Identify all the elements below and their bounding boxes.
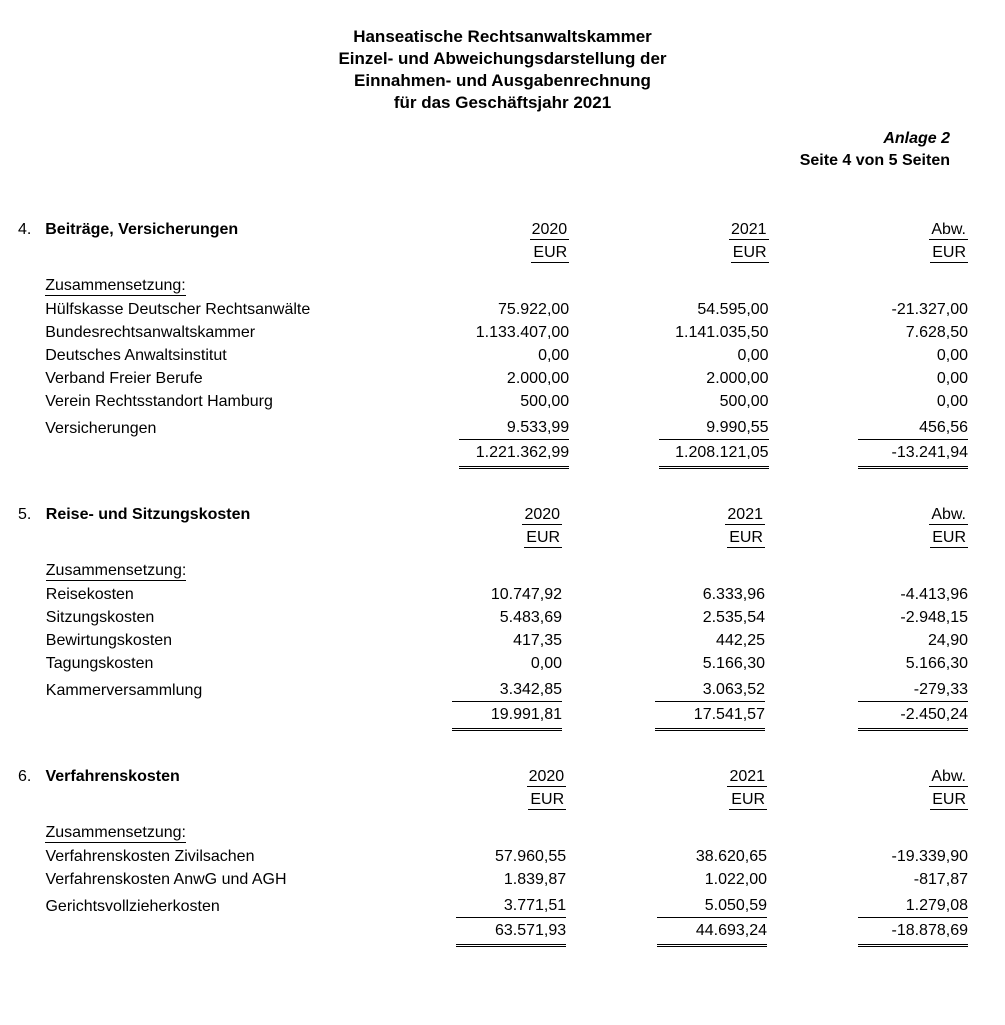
spacer <box>45 241 411 268</box>
currency-header-2021: EUR <box>731 791 766 808</box>
row-label: Reisekosten <box>45 586 134 603</box>
row-value-2021: 2.000,00 <box>706 370 769 387</box>
section-table <box>18 765 968 947</box>
row-value-2020: 10.747,92 <box>490 586 563 603</box>
total-value-2021: 44.693,24 <box>608 918 767 947</box>
header-line-1: Hanseatische Rechtsanwaltskammer <box>353 27 652 46</box>
table-row <box>18 675 968 702</box>
row-value-abw: 0,00 <box>936 347 968 364</box>
row-label: Verfahrenskosten AnwG und AGH <box>45 871 287 888</box>
spacer <box>411 268 569 298</box>
composition-row <box>18 553 968 583</box>
row-value-abw: 1.279,08 <box>809 891 968 918</box>
row-value-2020: 75.922,00 <box>498 301 570 318</box>
spacer <box>769 218 810 241</box>
row-value-abw: 0,00 <box>936 370 968 387</box>
spacer <box>810 268 968 298</box>
row-label: Bewirtungskosten <box>45 632 173 649</box>
table-header-row-year <box>18 503 968 526</box>
column-header-2021: 2021 <box>730 221 767 238</box>
composition-label: Zusammensetzung: <box>45 277 186 294</box>
page-number-label: Seite 4 von 5 Seiten <box>799 152 950 169</box>
spacer <box>569 218 610 241</box>
table-total-row <box>18 918 968 947</box>
currency-header-abw: EUR <box>932 529 966 546</box>
section-reise-und-sitzungskosten <box>0 503 1005 731</box>
row-value-abw: -279,33 <box>808 675 968 702</box>
table-row <box>18 321 968 344</box>
row-label: Sitzungskosten <box>45 609 155 626</box>
column-header-2021: 2021 <box>727 506 763 523</box>
annex-label: Anlage 2 <box>883 130 950 147</box>
row-label: Bundesrechtsanwaltskammer <box>45 324 256 341</box>
row-value-2021: 54.595,00 <box>697 301 769 318</box>
composition-row <box>18 268 968 298</box>
row-value-abw: -21.327,00 <box>891 301 968 318</box>
table-row <box>18 629 968 652</box>
table-row <box>18 606 968 629</box>
row-value-2020: 1.839,87 <box>503 871 567 888</box>
row-label: Versicherungen <box>45 420 157 437</box>
row-value-2021: 442,25 <box>716 632 765 649</box>
row-value-2020: 500,00 <box>520 393 570 410</box>
row-value-abw: -19.339,90 <box>891 848 968 865</box>
row-label: Gerichtsvollzieherkosten <box>45 898 220 915</box>
section-title: Verfahrenskosten <box>45 768 180 785</box>
row-label: Verband Freier Berufe <box>45 370 203 387</box>
total-value-abw: -2.450,24 <box>808 702 968 731</box>
header-line-2: Einzel- und Abweichungsdarstellung der <box>338 49 667 68</box>
row-value-abw: -2.948,15 <box>900 609 968 626</box>
section-index: 6. <box>18 768 32 785</box>
currency-header-2020: EUR <box>530 791 565 808</box>
row-label: Kammerversammlung <box>45 682 203 699</box>
section-index: 5. <box>18 506 32 523</box>
column-header-2021: 2021 <box>729 768 766 785</box>
row-value-abw: -817,87 <box>913 871 968 888</box>
row-value-2020: 3.771,51 <box>407 891 566 918</box>
header-line-4: für das Geschäftsjahr 2021 <box>393 93 612 112</box>
column-header-abw: Abw. <box>931 506 966 523</box>
section-table <box>18 503 968 731</box>
total-value-abw: -13.241,94 <box>810 440 968 469</box>
row-value-2021: 2.535,54 <box>702 609 765 626</box>
spacer <box>569 241 610 268</box>
currency-header-2021: EUR <box>732 244 767 261</box>
currency-header-2020: EUR <box>526 529 561 546</box>
table-row <box>18 891 968 918</box>
total-value-2020: 19.991,81 <box>402 702 562 731</box>
composition-label: Zusammensetzung: <box>45 824 186 841</box>
table-header-row-year <box>18 765 968 788</box>
total-value-2020: 1.221.362,99 <box>411 440 569 469</box>
table-row <box>18 390 968 413</box>
row-value-2020: 2.000,00 <box>506 370 570 387</box>
row-value-2020: 0,00 <box>538 347 570 364</box>
row-value-2021: 3.063,52 <box>605 675 765 702</box>
table-row <box>18 583 968 606</box>
row-value-abw: -4.413,96 <box>900 586 968 603</box>
section-table <box>18 218 968 469</box>
row-label: Verfahrenskosten Zivilsachen <box>45 848 255 865</box>
table-total-row <box>18 702 968 731</box>
row-label: Hülfskasse Deutscher Rechtsanwälte <box>45 301 311 318</box>
row-value-2020: 417,35 <box>513 632 563 649</box>
total-value-abw: -18.878,69 <box>809 918 968 947</box>
row-value-2021: 38.620,65 <box>695 848 768 865</box>
row-value-2020: 9.533,99 <box>411 413 569 440</box>
row-label: Verein Rechtsstandort Hamburg <box>45 393 273 410</box>
total-value-2020: 63.571,93 <box>407 918 566 947</box>
row-value-2020: 3.342,85 <box>402 675 562 702</box>
section-title: Beiträge, Versicherungen <box>45 221 239 238</box>
table-header-row-currency <box>18 788 968 815</box>
table-total-row <box>18 440 968 469</box>
row-value-2021: 5.166,30 <box>702 655 765 672</box>
column-header-2020: 2020 <box>528 768 565 785</box>
table-header-row-currency <box>18 241 968 268</box>
header-line-3: Einnahmen- und Ausgabenrechnung <box>354 71 651 90</box>
column-header-2020: 2020 <box>531 221 568 238</box>
row-value-2021: 1.022,00 <box>704 871 768 888</box>
table-row <box>18 652 968 675</box>
section-verfahrenskosten <box>0 765 1005 947</box>
table-header-row-currency <box>18 526 968 553</box>
table-row <box>18 367 968 390</box>
row-value-abw: 5.166,30 <box>905 655 968 672</box>
row-value-abw: 0,00 <box>936 393 968 410</box>
row-label: Deutsches Anwaltsinstitut <box>45 347 227 364</box>
spacer <box>769 241 810 268</box>
table-header-row-year <box>18 218 968 241</box>
row-value-2021: 6.333,96 <box>702 586 765 603</box>
table-row <box>18 868 968 891</box>
row-value-2020: 57.960,55 <box>494 848 567 865</box>
row-value-2021: 500,00 <box>719 393 769 410</box>
composition-label: Zusammensetzung: <box>45 562 187 579</box>
row-value-2020: 1.133.407,00 <box>475 324 570 341</box>
row-value-abw: 24,90 <box>927 632 968 649</box>
row-value-2020: 5.483,69 <box>499 609 563 626</box>
spacer <box>610 268 768 298</box>
document-header <box>0 0 1005 114</box>
spacer <box>569 268 610 298</box>
currency-header-2021: EUR <box>729 529 763 546</box>
row-value-2021: 9.990,55 <box>610 413 768 440</box>
row-value-abw: 456,56 <box>810 413 968 440</box>
table-row <box>18 845 968 868</box>
column-header-abw: Abw. <box>931 221 966 238</box>
row-value-2021: 0,00 <box>737 347 769 364</box>
row-value-2021: 1.141.035,50 <box>675 324 769 341</box>
total-value-2021: 1.208.121,05 <box>610 440 768 469</box>
spacer <box>18 268 45 298</box>
column-header-2020: 2020 <box>524 506 561 523</box>
row-value-2020: 0,00 <box>530 655 563 672</box>
row-label: Tagungskosten <box>45 655 154 672</box>
column-header-abw: Abw. <box>931 768 966 785</box>
spacer <box>18 241 45 268</box>
currency-header-abw: EUR <box>932 244 966 261</box>
section-beitraege-versicherungen <box>0 218 1005 469</box>
table-row <box>18 344 968 367</box>
currency-header-2020: EUR <box>533 244 568 261</box>
section-index: 4. <box>18 221 32 238</box>
table-row <box>18 298 968 321</box>
total-value-2021: 17.541,57 <box>605 702 765 731</box>
row-value-2021: 5.050,59 <box>608 891 767 918</box>
section-title: Reise- und Sitzungskosten <box>45 506 251 523</box>
row-value-abw: 7.628,50 <box>905 324 968 341</box>
currency-header-abw: EUR <box>932 791 966 808</box>
composition-row <box>18 815 968 845</box>
annex-block <box>0 128 1005 172</box>
table-row <box>18 413 968 440</box>
spacer <box>769 268 810 298</box>
